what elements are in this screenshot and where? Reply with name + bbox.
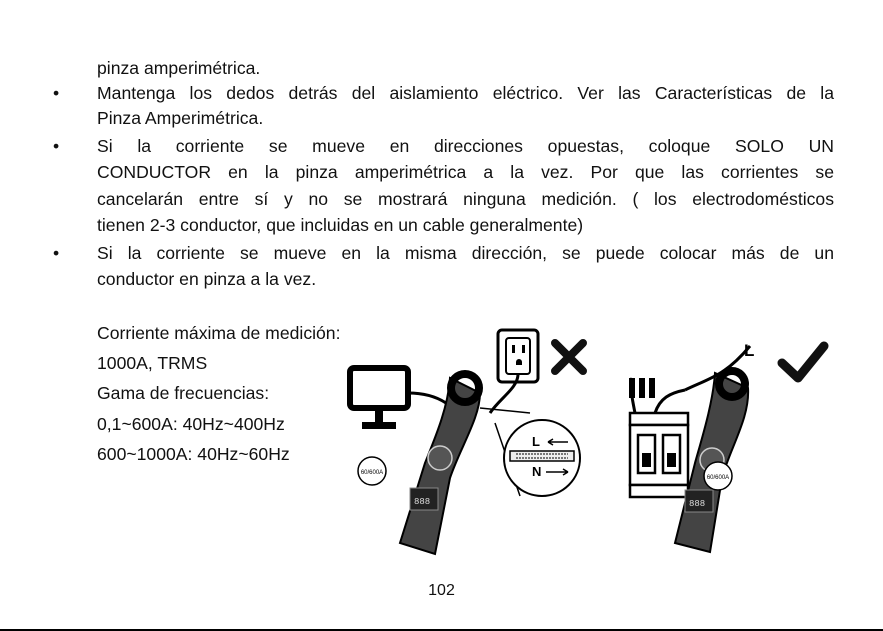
text-line-3: Pinza Amperimétrica.: [97, 108, 264, 128]
spec-frequency-low: 0,1~600A: 40Hz~400Hz: [97, 414, 285, 434]
clamp-tag-left: [358, 457, 386, 485]
bullet-1: •: [53, 83, 60, 103]
label-neutral: N: [532, 464, 542, 479]
label-live: L: [532, 434, 540, 449]
svg-text:888: 888: [414, 497, 431, 507]
clamp-tag-left-text: 60/600A: [360, 470, 384, 476]
text-line-4: Si la corriente se mueve en direcciones opuestas, coloque SOLO UN: [97, 136, 834, 156]
page-number: 102: [428, 582, 455, 599]
text-line-8: Si la corriente se mueve en la misma dirección, se puede colocar más de un: [97, 243, 834, 263]
spec-frequency-high: 600~1000A: 40Hz~60Hz: [97, 444, 290, 464]
clamp-tag-right-text: 60/600A: [706, 475, 730, 481]
spec-max-current-label: Corriente máxima de medición:: [97, 323, 341, 343]
check-icon: [782, 346, 824, 378]
cable-detail-zoom: [504, 420, 580, 496]
text-line-5: CONDUCTOR en la pinza amperimétrica a la vez. Por que las corrientes se: [97, 162, 834, 182]
text-line-6: cancelarán entre sí y no se mostrará ninguna medición. ( los electrodomésticos: [97, 189, 834, 209]
label-live-right: L: [744, 341, 755, 360]
bullet-3: •: [53, 243, 60, 263]
bullet-2: •: [53, 136, 60, 156]
clamp-tag-right: [704, 462, 732, 490]
spec-frequency-label: Gama de frecuencias:: [97, 383, 270, 403]
text-line-9: conductor en pinza a la vez.: [97, 269, 317, 289]
spec-max-current-value: 1000A, TRMS: [97, 353, 208, 373]
text-line-1: pinza amperimétrica.: [97, 58, 261, 78]
text-line-7: tienen 2-3 conductor, que incluidas en un cable generalmente): [97, 215, 584, 235]
text-line-2: Mantenga los dedos detrás del aislamiento eléctrico. Ver las Características de la: [97, 83, 834, 103]
monitor-icon: [350, 368, 408, 429]
clamp-usage-illustration: [330, 318, 830, 568]
circuit-breaker: [630, 378, 688, 497]
svg-text:888: 888: [689, 499, 706, 509]
cross-icon: [555, 343, 583, 371]
